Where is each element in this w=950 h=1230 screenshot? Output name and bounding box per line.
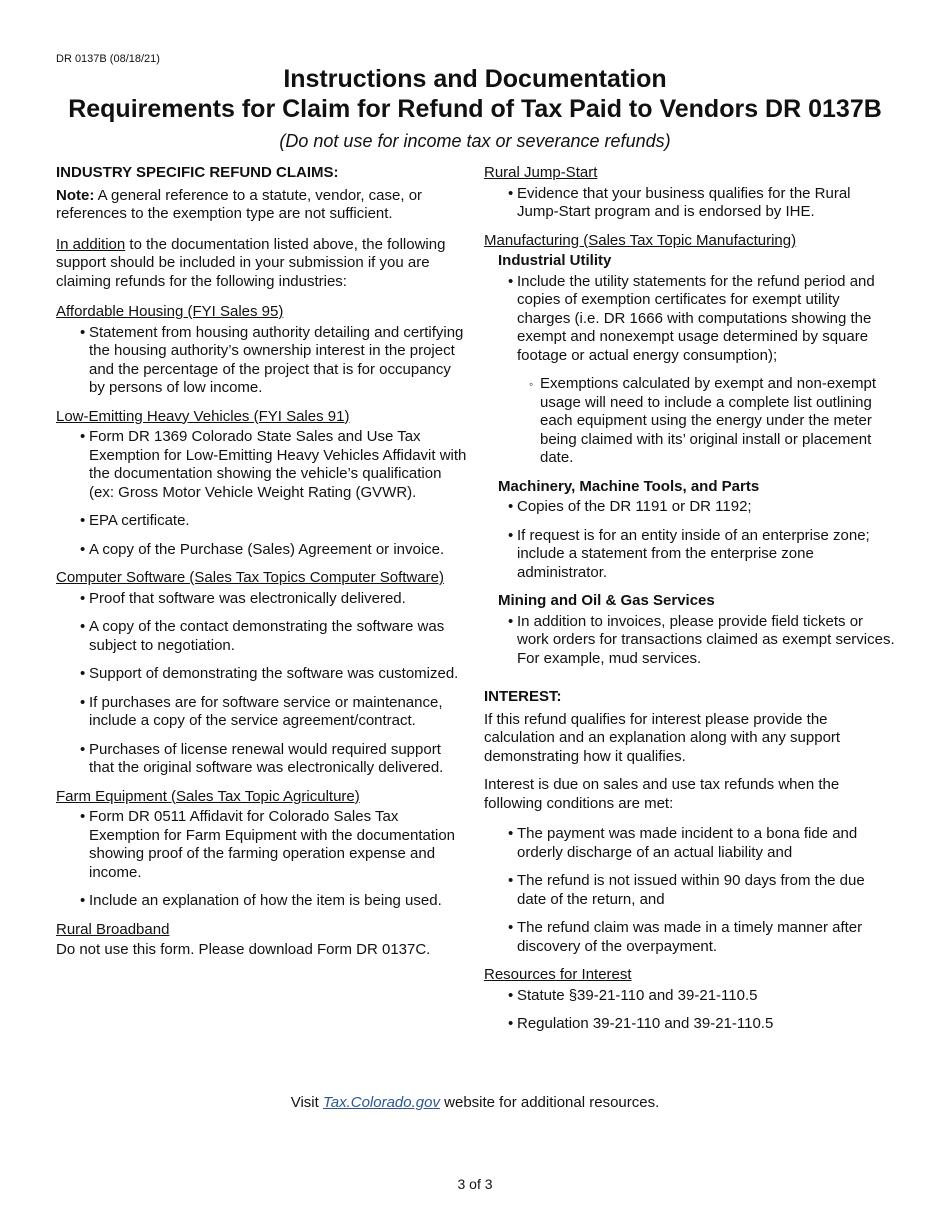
interest-paragraph-1: If this refund qualifies for interest please provide the calculation and an explanation along with any support demonstrating how it qualifies.	[484, 710, 841, 765]
note-paragraph	[56, 187, 468, 224]
industry-heading: INDUSTRY SPECIFIC REFUND CLAIMS:	[56, 164, 339, 181]
list-item: • Include an explanation of how the item is being used.	[56, 892, 468, 911]
title-line-1: Instructions and Documentation	[283, 65, 667, 93]
mining-heading: Mining and Oil & Gas Services	[498, 592, 715, 609]
manufacturing-title: Manufacturing (Sales Tax Topic Manufacturing)	[484, 231, 797, 249]
tax-colorado-link[interactable]: Tax.Colorado.gov	[322, 1094, 440, 1111]
rural-jumpstart-title: Rural Jump-Start	[484, 164, 598, 181]
footer-visit-line	[0, 1094, 950, 1111]
title-line-2: Requirements for Claim for Refund of Tax Paid to Vendors DR 0137B	[68, 95, 882, 123]
list-item: • Statute §39-21-110 and 39-21-110.5	[484, 987, 896, 1006]
resources-title: Resources for Interest	[484, 966, 632, 983]
list-item: ◦ Exemptions calculated by exempt and non-exempt usage will need to include a complete list outlining each equipment using the energy under the meter being claimed with its’ original install or placement date.	[484, 375, 896, 468]
right-column	[484, 164, 896, 1044]
affordable-housing-title: Affordable Housing (FYI Sales 95)	[56, 303, 284, 320]
list-item: • Statement from housing authority detailing and certifying the housing authority’s ownership interest in the project and the percentage of the project that is for occupancy by persons of low income.	[56, 324, 468, 398]
subtitle: (Do not use for income tax or severance refunds)	[279, 131, 671, 151]
industrial-utility-list	[484, 273, 896, 366]
note-text: A general reference to a statute, vendor, case, or references to the exemption type are not sufficient.	[56, 186, 423, 222]
page-title	[0, 64, 950, 124]
addition-text: to the documentation listed above, the following support should be included in your submission if you are claiming refunds for the following industries:	[56, 235, 446, 290]
list-item: • Regulation 39-21-110 and 39-21-110.5	[484, 1015, 896, 1034]
list-item: • A copy of the Purchase (Sales) Agreement or invoice.	[56, 541, 468, 560]
note-label: Note:	[56, 186, 95, 204]
list-item: • Include the utility statements for the refund period and copies of exemption certificates for exempt utility charges (i.e. DR 1666 with computations showing the exempt and nonexempt usage determined by square footage or actual energy consumption);	[484, 273, 896, 366]
list-item: • EPA certificate.	[56, 512, 468, 531]
interest-conditions-list	[484, 825, 896, 956]
list-item: • Evidence that your business qualifies for the Rural Jump-Start program and is endorsed by IHE.	[484, 185, 896, 222]
list-item: • Copies of the DR 1191 or DR 1192;	[484, 498, 896, 517]
addition-paragraph	[56, 236, 468, 292]
machinery-heading: Machinery, Machine Tools, and Parts	[498, 477, 760, 495]
computer-software-list	[56, 590, 468, 778]
computer-software-title: Computer Software (Sales Tax Topics Computer Software)	[56, 569, 444, 586]
rural-broadband-title: Rural Broadband	[56, 920, 170, 938]
list-item: • The refund claim was made in a timely manner after discovery of the overpayment.	[484, 919, 896, 956]
form-id: DR 0137B (08/18/21)	[56, 53, 160, 65]
industrial-utility-sublist	[484, 375, 896, 468]
list-item: • Form DR 0511 Affidavit for Colorado Sales Tax Exemption for Farm Equipment with the documentation showing proof of the farming operation expense and income.	[56, 808, 468, 882]
list-item: • Support of demonstrating the software was customized.	[56, 665, 468, 684]
list-item: • If request is for an entity inside of an enterprise zone; include a statement from the enterprise zone administrator.	[484, 527, 896, 583]
low-emitting-list	[56, 428, 468, 559]
interest-paragraph-2: Interest is due on sales and use tax refunds when the following conditions are met:	[484, 776, 840, 812]
affordable-housing-list	[56, 324, 468, 398]
list-item: • Proof that software was electronically delivered.	[56, 590, 468, 609]
mining-list	[484, 613, 896, 669]
rural-broadband-text: Do not use this form. Please download Form DR 0137C.	[56, 941, 431, 958]
list-item: • Form DR 1369 Colorado State Sales and Use Tax Exemption for Low-Emitting Heavy Vehicles Affidavit with the documentation showing the vehicle’s qualification (ex: Gross Motor Vehicle Weight Rating (GVWR).	[56, 428, 468, 502]
rural-jumpstart-list	[484, 185, 896, 222]
list-item: • The payment was made incident to a bona fide and orderly discharge of an actual liability and	[484, 825, 896, 862]
industrial-utility-heading: Industrial Utility	[498, 252, 612, 269]
resources-list	[484, 987, 896, 1034]
list-item: • A copy of the contact demonstrating the software was subject to negotiation.	[56, 618, 468, 655]
list-item: • In addition to invoices, please provide field tickets or work orders for transactions claimed as exempt services. For example, mud services.	[484, 613, 896, 669]
low-emitting-title: Low-Emitting Heavy Vehicles (FYI Sales 91)	[56, 407, 350, 425]
list-item: • Purchases of license renewal would required support that the original software was electronically delivered.	[56, 741, 468, 778]
farm-equipment-title: Farm Equipment (Sales Tax Topic Agriculture)	[56, 787, 360, 805]
list-item: • The refund is not issued within 90 days from the due date of the return, and	[484, 872, 896, 909]
farm-equipment-list	[56, 808, 468, 911]
machinery-list	[484, 498, 896, 582]
visit-prefix: Visit	[290, 1094, 323, 1111]
left-column	[56, 164, 468, 960]
visit-suffix: website for additional resources.	[439, 1094, 660, 1111]
interest-heading: INTEREST:	[484, 688, 562, 705]
addition-label: In addition	[56, 235, 126, 253]
list-item: • If purchases are for software service or maintenance, include a copy of the service agreement/contract.	[56, 694, 468, 731]
page-number: 3 of 3	[457, 1176, 493, 1192]
